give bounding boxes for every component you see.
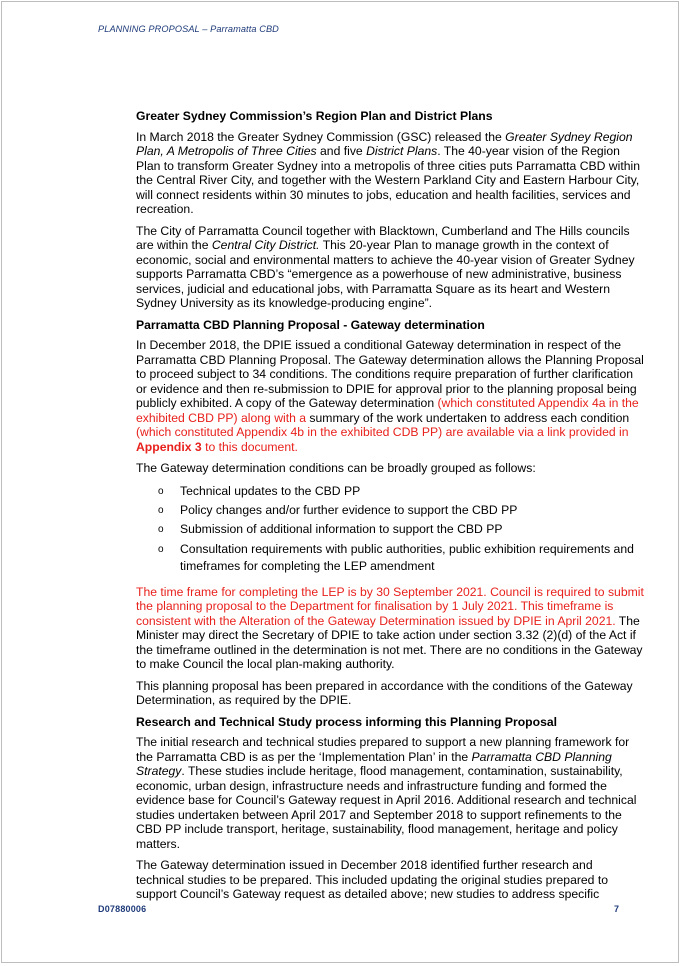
appendix-3-reference: Appendix 3 xyxy=(136,439,202,454)
bullet-icon: o xyxy=(158,485,164,497)
paragraph-gsc-region-plan: In March 2018 the Greater Sydney Commission (GSC) released the Greater Sydney Region Plan, A Metropolis of Three Cities and five District Plans. The 40-year vision of the Region Plan to transform Greater Sydney into a metropolis of three cities puts Parramatta CBD within the Central River City, and together with the Western Parkland City and Eastern Harbour City, will connect residents within 30 minutes to jobs, education and health facilities, services and recreation. xyxy=(136,129,640,216)
paragraph-further-studies: The Gateway determination issued in December 2018 identified further research and technical studies to be prepared. This included updating the original studies prepared to support Council’s Gateway request as detailed above; new studies to address specific xyxy=(136,858,609,902)
bullet-icon: o xyxy=(158,504,164,516)
heading-gsc-plans: Greater Sydney Commission’s Region Plan and District Plans xyxy=(136,109,493,123)
paragraph-gateway-issued: In December 2018, the DPIE issued a conditional Gateway determination in respect of the Parramatta CBD Planning Proposal. The Gateway determination allows the Planning Proposal to proceed subject to 34 conditions. The conditions require preparation of further clarification or evidence and then re-submission to DPIE for approval prior to the planning proposal being publicly exhibited. A copy of the Gateway determination (which constituted Appendix 4a in the exhibited CBD PP) along with a summary of the work undertaken to address each condition (which constituted Appendix 4b in the exhibited CDB PP) are available via a link provided in Appendix 3 to this document. xyxy=(136,338,644,454)
list-item: o Submission of additional information to support the CBD PP xyxy=(158,521,644,538)
running-header: PLANNING PROPOSAL – Parramatta CBD xyxy=(98,24,279,34)
paragraph-central-city-district: The City of Parramatta Council together with Blacktown, Cumberland and The Hills councils are within the Central City District. This 20-year Plan to manage growth in the context of economic, social and environmental matters to achieve the 40-year vision of Greater Sydney supports Parramatta CBD’s “emergence as a powerhouse of new administrative, business services, judicial and educational jobs, with Parramatta Square as its heart and Western Sydney University as its knowledge-producing engine”. xyxy=(136,223,635,310)
list-item: o Technical updates to the CBD PP xyxy=(158,483,644,500)
list-item: o Consultation requirements with public authorities, public exhibition requirements and timeframes for completing the LEP amendment xyxy=(158,541,634,574)
document-code: D07880006 xyxy=(98,904,147,914)
paragraph-conditions-intro: The Gateway determination conditions can be broadly grouped as follows: xyxy=(136,461,536,475)
page-content xyxy=(136,109,644,909)
heading-research-studies: Research and Technical Study process informing this Planning Proposal xyxy=(136,714,558,729)
paragraph-timeframe: The time frame for completing the LEP is by 30 September 2021. Council is required to submit the planning proposal to the Department for finalisation by 1 July 2021. This timeframe is consistent with the Alteration of the Gateway Determination issued by DPIE in April 2021. The Minister may direct the Secretary of DPIE to take action under section 3.32 (2)(d) of the Act if the timeframe outlined in the determination is not met. There are no conditions in the Gateway to make Council the local plan-making authority. xyxy=(136,584,644,672)
list-item: o Policy changes and/or further evidence to support the CBD PP xyxy=(158,502,644,519)
page-number: 7 xyxy=(614,904,620,914)
paragraph-initial-studies: The initial research and technical studies prepared to support a new planning framework for the Parramatta CBD is as per the ‘Implementation Plan’ in the Parramatta CBD Planning Strategy. These studies include heritage, flood management, contamination, sustainability, economic, urban design, infrastructure needs and infrastructure funding and formed the evidence base for Council’s Gateway request in April 2016. Additional research and technical studies undertaken between April 2017 and September 2018 to support refinements to the CBD PP include transport, heritage, sustainability, flood management, heritage and policy matters. xyxy=(136,735,637,851)
bullet-icon: o xyxy=(158,543,164,555)
paragraph-prepared-accordance: This planning proposal has been prepared in accordance with the conditions of the Gateway Determination, as required by the DPIE. xyxy=(136,678,633,708)
conditions-list xyxy=(136,483,644,576)
bullet-icon: o xyxy=(158,524,164,536)
heading-gateway-determination: Parramatta CBD Planning Proposal - Gateway determination xyxy=(136,317,485,332)
